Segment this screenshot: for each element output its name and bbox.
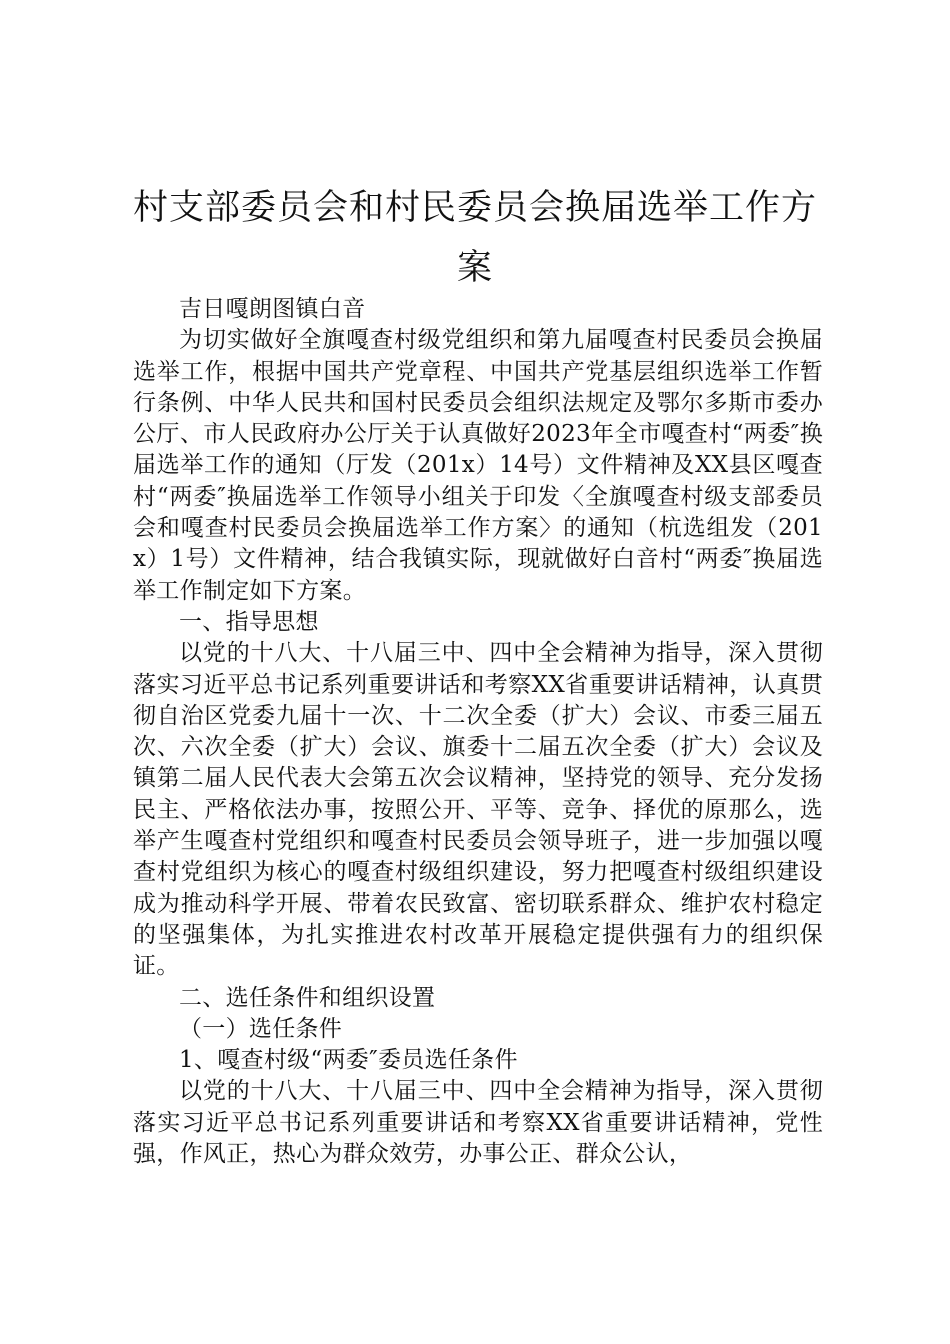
guiding-ideology-paragraph: 以党的十八大、十八届三中、四中全会精神为指导，深入贯彻落实习近平总书记系列重要讲话和考察XX省重要讲话精神，认真贯彻自治区党委九届十一次、十二次全委（扩大）会议、市委三届五次、六次全委（扩大）会议、旗委十二届五次全委（扩大）会议及镇第二届人民代表大会第五次会议精神，坚持党的领导、充分发扬民主、严格依法办事，按照公开、平等、竞争、择优的原那么，选举产生嘎查村党组织和嘎查村民委员会领导班子，进一步加强以嘎查村党组织为核心的嘎查村级组织建设，努力把嘎查村级组织建设成为推动科学开展、带着农民致富、密切联系群众、维护农村稳定的坚强集体，为扎实推进农村改革开展稳定提供强有力的组织保证。: [133, 640, 823, 980]
section-heading-conditions: 二、选任条件和组织设置: [179, 984, 436, 1011]
document-title: 村支部委员会和村民委员会换届选举工作方案: [132, 188, 817, 288]
section-heading-guiding-ideology: 一、指导思想: [179, 608, 319, 635]
item-heading-committee-conditions: 1、嘎查村级“两委″委员选任条件: [179, 1047, 518, 1074]
subsection-heading-conditions: （一）选任条件: [179, 1015, 343, 1042]
document-body: [133, 294, 823, 1170]
intro-paragraph: 为切实做好全旗嘎查村级党组织和第九届嘎查村民委员会换届选举工作，根据中国共产党章程、中国共产党基层组织选举工作暂行条例、中华人民共和国村民委员会组织法规定及鄂尔多斯市委办公厅、市人民政府办公厅关于认真做好2023年全市嘎查村“两委″换届选举工作的通知（厅发（201x）14号）文件精神及XX县区嘎查村“两委″换届选举工作领导小组关于印发〈全旗嘎查村级支部委员会和嘎查村民委员会换届选举工作方案〉的通知（杭选组发（201x）1号）文件精神，结合我镇实际，现就做好白音村“两委″换届选举工作制定如下方案。: [133, 327, 823, 604]
committee-conditions-paragraph: 以党的十八大、十八届三中、四中全会精神为指导，深入贯彻落实习近平总书记系列重要讲话和考察XX省重要讲话精神，党性强，作风正，热心为群众效劳，办事公正、群众公认，: [133, 1078, 823, 1168]
author-line: 吉日嘎朗图镇白音: [179, 296, 366, 322]
